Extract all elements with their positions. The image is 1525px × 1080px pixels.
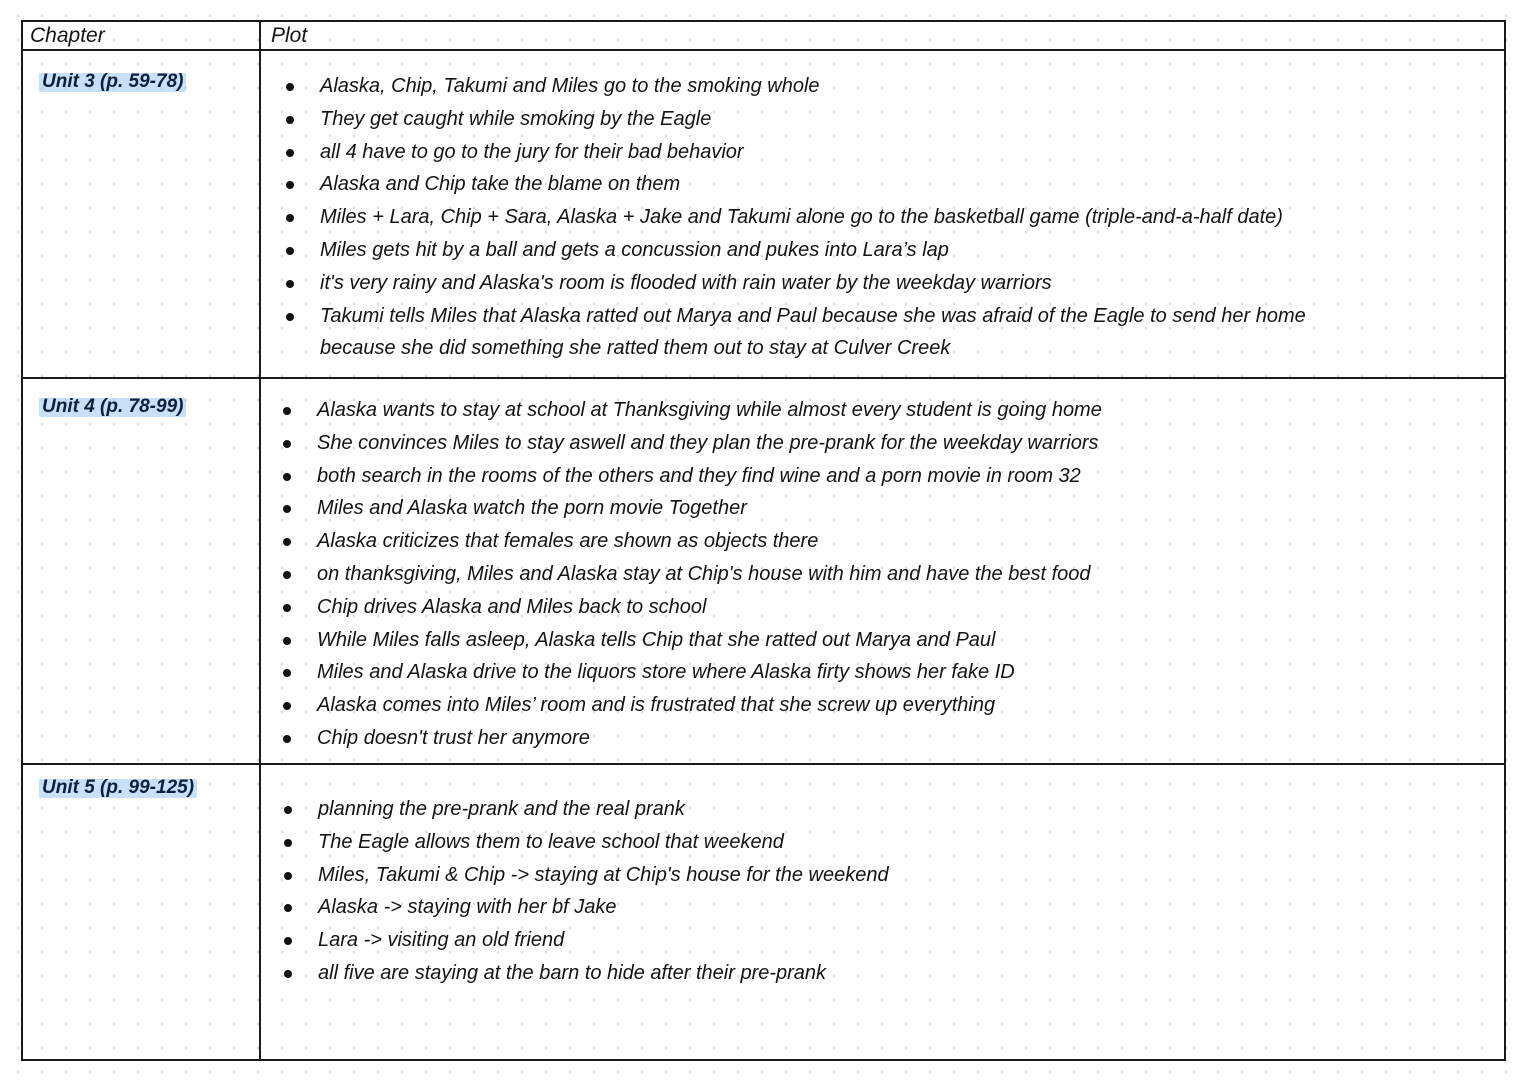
bullet-icon (284, 937, 292, 945)
plot-item: Chip drives Alaska and Miles back to school (317, 591, 1102, 624)
plot-item: The Eagle allows them to leave school that weekend (318, 826, 889, 859)
bullet-icon (286, 83, 294, 91)
bullet-icon (284, 872, 292, 880)
bullet-icon (283, 407, 291, 415)
plot-item: Alaska wants to stay at school at Thanksgiving while almost every student is going home (317, 394, 1102, 427)
plot-item: Chip doesn't trust her anymore (317, 722, 1102, 755)
bullet-icon (283, 604, 291, 612)
plot-item: She convinces Miles to stay aswell and they plan the pre-prank for the weekday warriors (317, 427, 1102, 460)
plot-list-unit-4 (317, 394, 1102, 755)
plot-list-unit-3 (320, 70, 1306, 365)
plot-item: Miles and Alaska watch the porn movie Together (317, 492, 1102, 525)
column-divider (259, 22, 261, 1059)
plot-item: both search in the rooms of the others and they find wine and a porn movie in room 32 (317, 460, 1102, 493)
plot-column-header: Plot (271, 24, 308, 47)
plot-item: Lara -> visiting an old friend (318, 924, 889, 957)
bullet-icon (283, 538, 291, 546)
bullet-icon (283, 440, 291, 448)
plot-item: Alaska, Chip, Takumi and Miles go to the smoking whole (320, 70, 1306, 103)
header-divider (23, 49, 1504, 51)
plot-item: Miles, Takumi & Chip -> staying at Chip's house for the weekend (318, 859, 889, 892)
bullet-icon (283, 473, 291, 481)
bullet-icon (286, 313, 294, 321)
plot-item: Miles gets hit by a ball and gets a concussion and pukes into Lara’s lap (320, 234, 1306, 267)
plot-item: While Miles falls asleep, Alaska tells Chip that she ratted out Marya and Paul (317, 624, 1102, 657)
bullet-icon (284, 970, 292, 978)
chapter-column-header: Chapter (30, 24, 105, 47)
bullet-icon (283, 571, 291, 579)
plot-item-continuation: because she did something she ratted them out to stay at Culver Creek (320, 337, 951, 360)
plot-item: They get caught while smoking by the Eagle (320, 103, 1306, 136)
plot-item: Miles and Alaska drive to the liquors store where Alaska firty shows her fake ID (317, 656, 1102, 689)
bullet-icon (286, 247, 294, 255)
plot-item: planning the pre-prank and the real prank (318, 793, 889, 826)
bullet-icon (286, 181, 294, 189)
bullet-icon (284, 904, 292, 912)
bullet-icon (286, 214, 294, 222)
bullet-icon (286, 149, 294, 157)
plot-item: on thanksgiving, Miles and Alaska stay at Chip's house with him and have the best food (317, 558, 1102, 591)
plot-item: Alaska and Chip take the blame on them (320, 168, 1306, 201)
bullet-icon (283, 735, 291, 743)
bullet-icon (286, 116, 294, 124)
chapter-label-unit-5: Unit 5 (p. 99-125) (39, 775, 197, 801)
chapter-label-unit-3: Unit 3 (p. 59-78) (39, 69, 186, 95)
plot-item: Alaska criticizes that females are shown as objects there (317, 525, 1102, 558)
bullet-icon (283, 669, 291, 677)
plot-item: all 4 have to go to the jury for their bad behavior (320, 136, 1306, 169)
plot-item: it's very rainy and Alaska's room is flooded with rain water by the weekday warriors (320, 267, 1306, 300)
plot-item: Takumi tells Miles that Alaska ratted out Marya and Paul because she was afraid of the Eagle to send her home because she did something she ratted them out to stay at Culver Creek (320, 300, 1306, 366)
bullet-icon (283, 702, 291, 710)
plot-item: Alaska comes into Miles’ room and is frustrated that she screw up everything (317, 689, 1102, 722)
plot-item: Alaska -> staying with her bf Jake (318, 891, 889, 924)
plot-list-unit-5 (318, 793, 889, 990)
bullet-icon (286, 280, 294, 288)
bullet-icon (284, 839, 292, 847)
plot-item: Miles + Lara, Chip + Sara, Alaska + Jake and Takumi alone go to the basketball game (triple-and-a-half date) (320, 201, 1306, 234)
notes-table (21, 20, 1506, 1061)
bullet-icon (283, 505, 291, 513)
row-divider (23, 763, 1504, 765)
chapter-label-unit-4: Unit 4 (p. 78-99) (39, 394, 186, 420)
bullet-icon (284, 806, 292, 814)
row-divider (23, 377, 1504, 379)
bullet-icon (283, 637, 291, 645)
plot-item: all five are staying at the barn to hide after their pre-prank (318, 957, 889, 990)
